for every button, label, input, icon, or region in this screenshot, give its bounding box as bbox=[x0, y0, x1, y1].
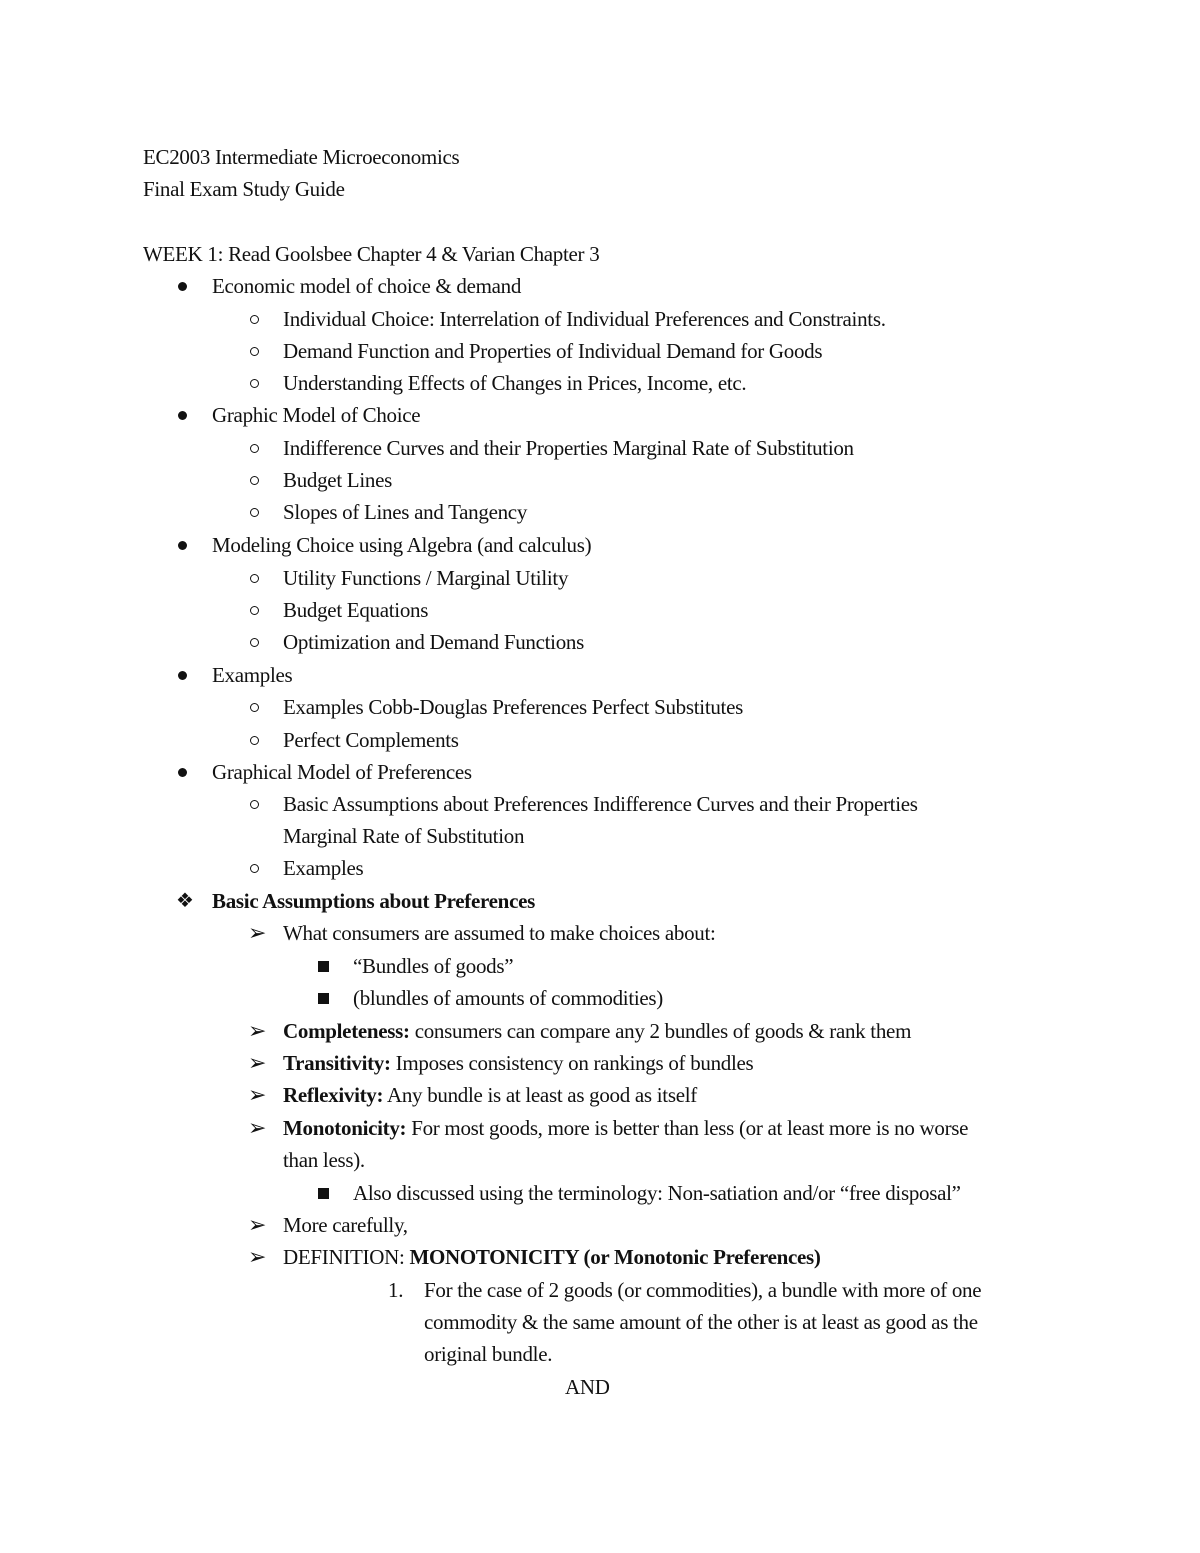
list-item: Examples Cobb-Douglas Preferences Perfect Substitutes bbox=[283, 695, 743, 719]
disc-bullet-icon bbox=[178, 541, 187, 550]
circle-bullet-icon bbox=[250, 864, 259, 873]
reflexivity-item bbox=[283, 1081, 697, 1109]
numbered-item-continuation: original bundle. bbox=[424, 1342, 553, 1366]
arrow-bullet-icon: ➢ bbox=[248, 1212, 267, 1237]
term-monotonicity: Monotonicity: bbox=[283, 1116, 407, 1140]
course-title: EC2003 Intermediate Microeconomics bbox=[143, 145, 460, 169]
term-transitivity: Transitivity: bbox=[283, 1051, 391, 1075]
transitivity-item bbox=[283, 1049, 753, 1077]
diamond-bullet-icon: ❖ bbox=[176, 890, 194, 912]
assumptions-heading: Basic Assumptions about Preferences bbox=[212, 889, 535, 913]
arrow-bullet-icon: ➢ bbox=[248, 1244, 267, 1269]
list-item: “Bundles of goods” bbox=[353, 954, 514, 978]
list-item: Also discussed using the terminology: Non-satiation and/or “free disposal” bbox=[353, 1181, 961, 1205]
list-item: Budget Lines bbox=[283, 468, 392, 492]
and-connector: AND bbox=[565, 1375, 610, 1399]
circle-bullet-icon bbox=[250, 444, 259, 453]
monotonicity-continuation: than less). bbox=[283, 1148, 365, 1172]
arrow-bullet-icon: ➢ bbox=[248, 1050, 267, 1075]
circle-bullet-icon bbox=[250, 315, 259, 324]
completeness-text: consumers can compare any 2 bundles of goods & rank them bbox=[409, 1019, 912, 1043]
arrow-bullet-icon: ➢ bbox=[248, 1018, 267, 1043]
transitivity-text: Imposes consistency on rankings of bundles bbox=[390, 1051, 754, 1075]
arrow-bullet-icon: ➢ bbox=[248, 1082, 267, 1107]
list-item: Indifference Curves and their Properties Marginal Rate of Substitution bbox=[283, 436, 854, 460]
list-number: 1. bbox=[388, 1278, 404, 1302]
circle-bullet-icon bbox=[250, 606, 259, 615]
numbered-item: For the case of 2 goods (or commodities), a bundle with more of one bbox=[424, 1278, 982, 1302]
list-item: Examples bbox=[283, 856, 364, 880]
list-item: Optimization and Demand Functions bbox=[283, 630, 584, 654]
list-item: Slopes of Lines and Tangency bbox=[283, 500, 528, 524]
term-completeness: Completeness: bbox=[283, 1019, 410, 1043]
week1-heading: WEEK 1: Read Goolsbee Chapter 4 & Varian Chapter 3 bbox=[143, 242, 600, 266]
topic-graphic-model: Graphic Model of Choice bbox=[212, 403, 421, 427]
list-item-continuation: Marginal Rate of Substitution bbox=[283, 824, 525, 848]
list-item: Budget Equations bbox=[283, 598, 429, 622]
circle-bullet-icon bbox=[250, 703, 259, 712]
topic-graphical-preferences: Graphical Model of Preferences bbox=[212, 760, 472, 784]
topic-algebra: Modeling Choice using Algebra (and calculus) bbox=[212, 533, 592, 557]
square-bullet-icon bbox=[318, 1188, 329, 1199]
reflexivity-text: Any bundle is at least as good as itself bbox=[383, 1083, 697, 1107]
disc-bullet-icon bbox=[178, 282, 187, 291]
numbered-item-continuation: commodity & the same amount of the other is at least as good as the bbox=[424, 1310, 978, 1334]
doc-title: Final Exam Study Guide bbox=[143, 177, 345, 201]
circle-bullet-icon bbox=[250, 379, 259, 388]
circle-bullet-icon bbox=[250, 736, 259, 745]
list-item: Demand Function and Properties of Individual Demand for Goods bbox=[283, 339, 823, 363]
square-bullet-icon bbox=[318, 993, 329, 1004]
circle-bullet-icon bbox=[250, 347, 259, 356]
term-reflexivity: Reflexivity: bbox=[283, 1083, 384, 1107]
list-item: (blundles of amounts of commodities) bbox=[353, 986, 663, 1010]
monotonicity-text: For most goods, more is better than less (or at least more is no worse bbox=[406, 1116, 969, 1140]
completeness-item bbox=[283, 1017, 911, 1045]
arrow-bullet-icon: ➢ bbox=[248, 920, 267, 945]
circle-bullet-icon bbox=[250, 638, 259, 647]
monotonicity-item bbox=[283, 1114, 968, 1142]
disc-bullet-icon bbox=[178, 411, 187, 420]
square-bullet-icon bbox=[318, 961, 329, 972]
arrow-bullet-icon: ➢ bbox=[248, 1115, 267, 1140]
definition-item bbox=[283, 1243, 821, 1271]
list-item: What consumers are assumed to make choices about: bbox=[283, 921, 716, 945]
definition-term: MONOTONICITY (or Monotonic Preferences) bbox=[409, 1245, 821, 1269]
circle-bullet-icon bbox=[250, 508, 259, 517]
list-item: Perfect Complements bbox=[283, 728, 459, 752]
definition-prefix: DEFINITION: bbox=[283, 1245, 410, 1269]
circle-bullet-icon bbox=[250, 800, 259, 809]
topic-economic-model: Economic model of choice & demand bbox=[212, 274, 522, 298]
topic-examples: Examples bbox=[212, 663, 293, 687]
disc-bullet-icon bbox=[178, 768, 187, 777]
list-item: Understanding Effects of Changes in Prices, Income, etc. bbox=[283, 371, 747, 395]
list-item: Basic Assumptions about Preferences Indifference Curves and their Properties bbox=[283, 792, 918, 816]
disc-bullet-icon bbox=[178, 671, 187, 680]
circle-bullet-icon bbox=[250, 574, 259, 583]
list-item: Individual Choice: Interrelation of Individual Preferences and Constraints. bbox=[283, 307, 886, 331]
list-item: More carefully, bbox=[283, 1213, 408, 1237]
circle-bullet-icon bbox=[250, 476, 259, 485]
list-item: Utility Functions / Marginal Utility bbox=[283, 566, 569, 590]
